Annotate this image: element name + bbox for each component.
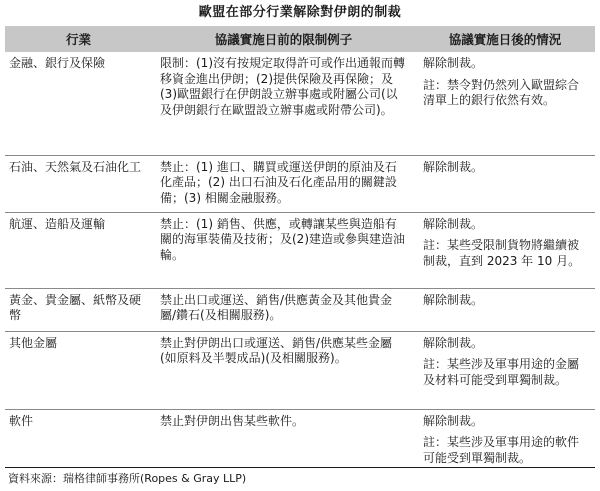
cell-before: 禁止：(1) 銷售、供應，或轉讓某些與造船有關的海軍裝備及技術；及(2)建造或參與建造油輪。 bbox=[160, 216, 405, 262]
table-row bbox=[5, 155, 595, 212]
cell-sector: 其他金屬 bbox=[9, 335, 58, 350]
cell-sector: 黃金、貴金屬、紙幣及硬幣 bbox=[9, 292, 142, 323]
sanctions-table bbox=[5, 26, 595, 468]
after-status: 解除制裁。 bbox=[423, 413, 484, 428]
cell-before: 禁止：(1) 進口、購買或運送伊朗的原油及石化產品；(2) 出口石油及石化產品用的關鍵設備；(3) 相關金融服務。 bbox=[160, 159, 397, 205]
table-header-row bbox=[5, 26, 595, 52]
cell-after bbox=[415, 331, 595, 409]
after-status: 解除制裁。 bbox=[423, 292, 484, 307]
table-row bbox=[5, 409, 595, 467]
table-row bbox=[5, 331, 595, 409]
header-before: 協議實施日前的限制例子 bbox=[152, 26, 415, 52]
header-sector: 行業 bbox=[5, 26, 152, 52]
cell-after bbox=[415, 212, 595, 288]
cell-before: 禁止出口或運送、銷售/供應黃金及其他貴金屬/鑽石(及相關服務)。 bbox=[160, 292, 393, 323]
after-status: 解除制裁。 bbox=[423, 159, 484, 174]
header-after: 協議實施日後的情況 bbox=[415, 26, 595, 52]
cell-sector: 石油、天然氣及石油化工 bbox=[9, 159, 142, 174]
source-note: 資料來源：瑞格律師事務所(Ropes & Gray LLP) bbox=[8, 472, 247, 485]
table-row bbox=[5, 52, 595, 155]
after-status: 解除制裁。 bbox=[423, 335, 484, 350]
cell-sector: 金融、銀行及保險 bbox=[9, 56, 106, 70]
cell-sector: 航運、造船及運輸 bbox=[9, 216, 106, 231]
cell-before: 禁止對伊朗出口或運送、銷售/供應某些金屬(如原料及半製成品)(及相關服務)。 bbox=[160, 335, 393, 366]
after-note: 註：禁令對仍然列入歐盟綜合清單上的銀行依然有效。 bbox=[423, 77, 580, 108]
cell-after bbox=[415, 288, 595, 331]
cell-after bbox=[415, 52, 595, 155]
cell-before: 禁止對伊朗出售某些軟件。 bbox=[160, 413, 305, 428]
cell-after bbox=[415, 155, 595, 212]
after-status: 解除制裁。 bbox=[423, 216, 484, 231]
table-row bbox=[5, 288, 595, 331]
cell-before: 限制：(1)沒有按規定取得許可或作出通報而轉移資金進出伊朗；(2)提供保險及再保險；及(3)歐盟銀行在伊朗設立辦事處或附屬公司(以及伊朗銀行在歐盟設立辦事處或附帶公司)。 bbox=[160, 56, 405, 117]
after-note: 註：某些受限制貨物將繼續被制裁，直到 2023 年 10 月。 bbox=[423, 238, 581, 268]
after-note: 註：某些涉及軍事用途的軟件可能受到單獨制裁。 bbox=[423, 435, 580, 465]
table-title: 歐盟在部分行業解除對伊朗的制裁 bbox=[198, 5, 402, 20]
after-note: 註：某些涉及軍事用途的金屬及材料可能受到單獨制裁。 bbox=[423, 357, 580, 387]
after-status: 解除制裁。 bbox=[423, 56, 484, 70]
cell-after bbox=[415, 409, 595, 467]
table-row bbox=[5, 212, 595, 288]
cell-sector: 軟件 bbox=[9, 413, 34, 428]
